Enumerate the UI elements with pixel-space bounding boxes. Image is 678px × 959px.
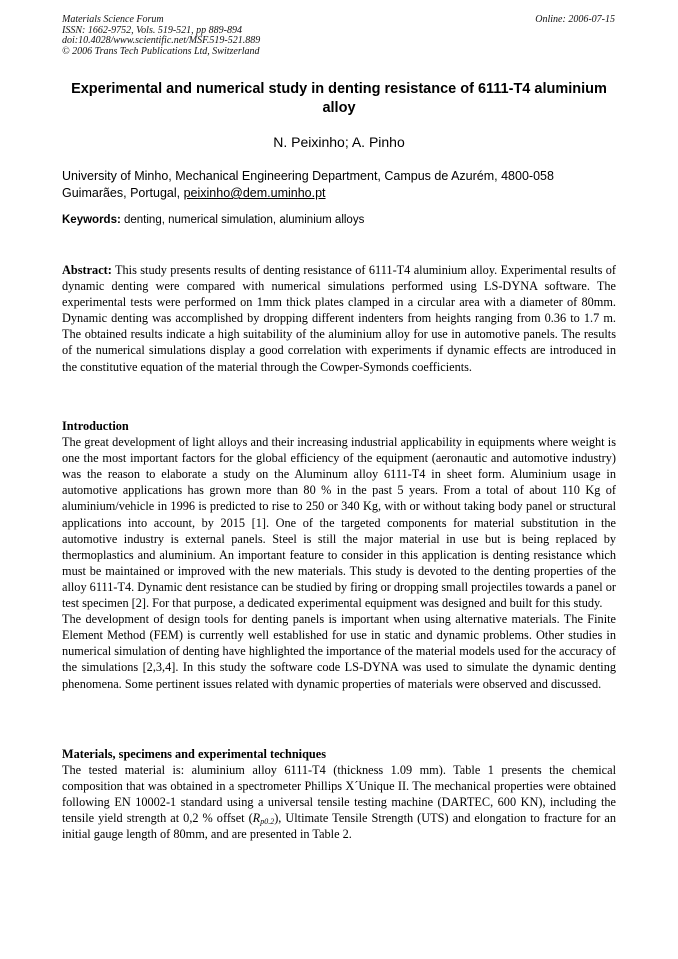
online-date: Online: 2006-07-15 xyxy=(535,14,615,25)
materials-heading: Materials, specimens and experimental techniques xyxy=(62,747,327,761)
abstract-label: Abstract: xyxy=(62,263,112,277)
yield-symbol-subscript: p0.2 xyxy=(260,817,275,827)
keywords-label: Keywords: xyxy=(62,214,121,226)
journal-name: Materials Science Forum xyxy=(62,14,164,25)
materials-paragraph xyxy=(62,762,616,842)
introduction-paragraph-2: The development of design tools for denting panels is important when using alternative materials. The Finite Element Method (FEM) is currently well established for use in static and dynamic problems. Other studies in numerical simulation of denting have highlighted the importance of the material models used for the accuracy of the simulations [2,3,4]. In this study the software code LS-DYNA was used to simulate the dynamic denting phenomena. Some pertinent issues related with dynamic properties of materials were observed and discussed. xyxy=(62,612,616,691)
yield-symbol xyxy=(253,811,275,825)
introduction-paragraph-1: The great development of light alloys and their increasing industrial applicability in equipments where weight is one the most important factors for the global efficiency of the equipment (aeronautic and automotive industry) was the reason to elaborate a study on the Aluminum alloy 6111-T4 in sheet form. Aluminium usage in automotive applications has grown more than 80 % in the past 5 years. From a total of about 110 Kg of aluminium/vehicle in 1996 is predicted to rise to 250 or 340 Kg, with or without taking body panel or structural applications into account, by 2015 [1]. One of the targeted components for material substitution in the automotive industry is external panels. Steel is still the major material in use but is being replaced by thermoplastics and aluminium. An important feature to consider in this application is denting resistance which must be maintained or improved with the new materials. This study is devoted to the denting properties of the alloy 6111-T4. Dynamic dent resistance can be studied by firing or dropping small projectiles towards a panel or test specimen [2]. For that purpose, a dedicated experimental equipment was designed and built for this study. xyxy=(62,435,616,611)
doi-line: doi:10.4028/www.scientific.net/MSF.519-521.889 xyxy=(62,35,261,46)
keywords xyxy=(62,214,364,226)
abstract-section xyxy=(62,262,616,375)
paper-title: Experimental and numerical study in denting resistance of 6111-T4 aluminium alloy xyxy=(71,81,607,116)
author-email-link[interactable]: peixinho@dem.uminho.pt xyxy=(183,186,326,200)
materials-text-a: The tested material is: aluminium alloy 6111-T4 (thickness 1.09 mm). Table 1 presents the chemical composition that was obtained in a spectrometer Phillips X´Unique II. The mechanical properties were obtained following EN 10002-1 standard using a universal tensile testing machine (DARTEC, 600 KN), including the tensile yield strength at 0,2 % offset ( xyxy=(62,763,616,826)
abstract-paragraph xyxy=(62,262,616,375)
keywords-text: denting, numerical simulation, aluminium alloys xyxy=(120,214,365,226)
materials-section xyxy=(62,746,616,843)
paper-authors: N. Peixinho; A. Pinho xyxy=(273,134,405,150)
copyright-line: © 2006 Trans Tech Publications Ltd, Switzerland xyxy=(62,45,260,57)
introduction-section xyxy=(62,418,616,692)
yield-symbol-main: R xyxy=(252,811,261,826)
journal-header xyxy=(62,15,260,57)
affiliation xyxy=(62,168,618,202)
materials-text-b: ), Ultimate Tensile Strength (UTS) and elongation to fracture for an initial gauge length of 80mm, and are presented in Table 2. xyxy=(62,811,616,842)
abstract-text: This study presents results of denting resistance of 6111-T4 aluminium alloy. Experimental results of dynamic denting were compared with numerical simulations performed using LS-DYNA software. The experimental tests were performed on 1mm thick plates clamped in a circular area with a diameter of 80mm. Dynamic denting was accomplished by dropping different indenters from heights ranging from 0.36 to 1.7 m. The obtained results indicate a high suitability of the aluminium alloy for use in automotive panels. The results of the numerical simulations display a good correlation with experiments if dynamic effects are introduced in the constitutive equation of the material through the Cowper-Symonds coefficients. xyxy=(62,263,616,374)
affiliation-text: University of Minho, Mechanical Engineering Department, Campus de Azurém, 4800-058 Guimarães, Portugal, xyxy=(62,169,554,200)
issn-line: ISSN: 1662-9752, Vols. 519-521, pp 889-894 xyxy=(62,24,242,36)
introduction-heading: Introduction xyxy=(62,419,129,433)
